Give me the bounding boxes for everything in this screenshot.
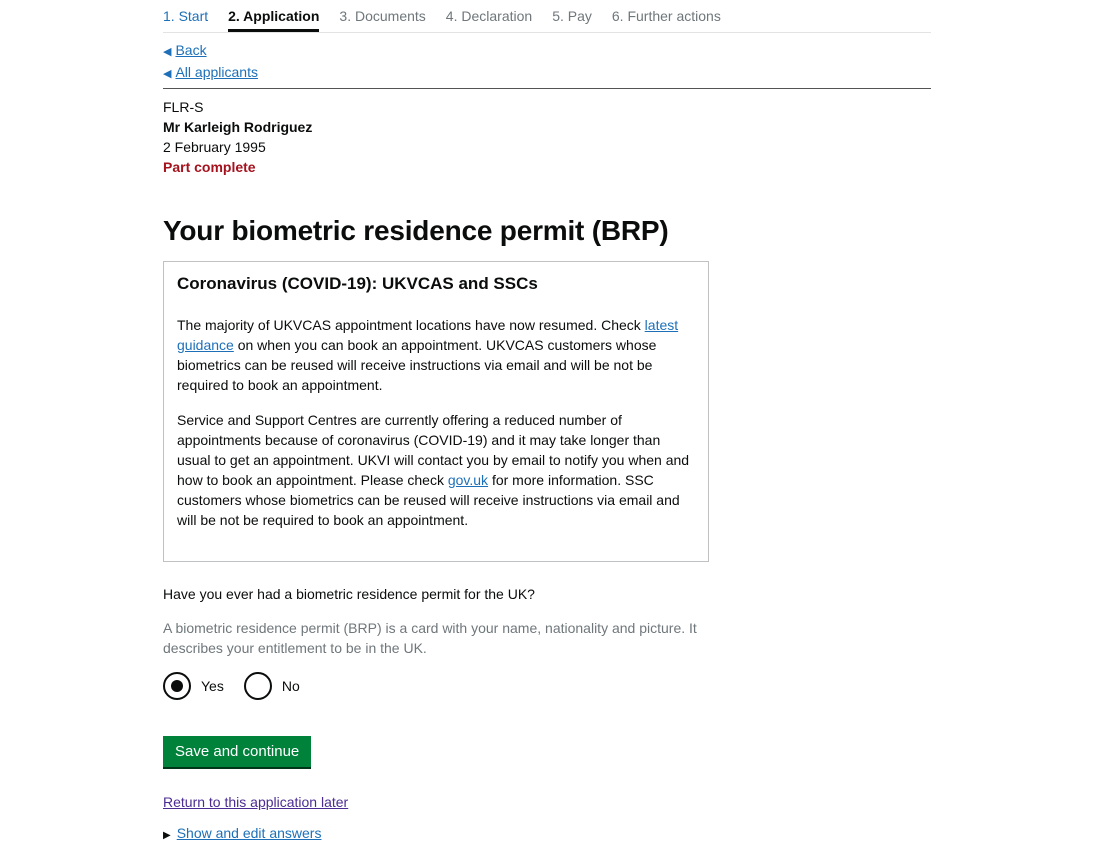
covid-notice bbox=[163, 261, 709, 562]
page-title: Your biometric residence permit (BRP) bbox=[163, 215, 669, 246]
radio-no-label[interactable]: No bbox=[281, 678, 300, 694]
radio-no-circle[interactable] bbox=[244, 672, 272, 700]
triangle-right-icon: ▶ bbox=[163, 830, 171, 841]
all-applicants-label: All applicants bbox=[175, 64, 258, 80]
step-start[interactable]: 1. Start bbox=[163, 8, 209, 24]
notice-paragraph-2 bbox=[177, 410, 695, 530]
show-edit-answers-toggle[interactable] bbox=[163, 825, 931, 841]
notice-paragraph-1 bbox=[177, 315, 695, 395]
back-link-label: Back bbox=[175, 42, 207, 58]
all-applicants-link[interactable] bbox=[163, 62, 931, 84]
step-application: 2. Application bbox=[228, 0, 319, 32]
gov-uk-link[interactable]: gov.uk bbox=[447, 472, 489, 488]
back-links bbox=[163, 40, 931, 84]
return-later-link[interactable]: Return to this application later bbox=[163, 794, 349, 810]
divider bbox=[163, 88, 931, 89]
radio-yes[interactable] bbox=[163, 672, 224, 700]
application-form-code: FLR-S bbox=[163, 99, 204, 115]
radio-yes-label[interactable]: Yes bbox=[201, 678, 224, 694]
radio-no[interactable] bbox=[244, 672, 300, 700]
radio-yes-circle[interactable] bbox=[163, 672, 191, 700]
applicant-dob: 2 February 1995 bbox=[163, 139, 266, 155]
save-and-continue-button[interactable]: Save and continue bbox=[163, 736, 311, 767]
latest-guidance-link[interactable]: latest guidance bbox=[177, 317, 679, 353]
step-declaration: 4. Declaration bbox=[445, 8, 533, 24]
step-pay: 5. Pay bbox=[552, 8, 592, 24]
status-badge: Part complete bbox=[163, 159, 256, 175]
applicant-summary bbox=[163, 97, 931, 177]
notice-text: for more information. SSC customers whose biometrics can be reused will receive instructions via email and will be not be required to book an appointment. bbox=[177, 472, 680, 528]
back-link[interactable] bbox=[163, 40, 931, 62]
notice-text: on when you can book an appointment. UKVCAS customers whose biometrics can be reused will receive instructions via email and will be not be required to book an appointment. bbox=[177, 337, 657, 393]
question-hint: A biometric residence permit (BRP) is a card with your name, nationality and picture. It describes your entitlement to be in the UK. bbox=[163, 620, 697, 656]
step-documents: 3. Documents bbox=[339, 8, 426, 24]
triangle-left-icon: ◀ bbox=[163, 68, 172, 80]
radio-group bbox=[163, 672, 931, 700]
applicant-name: Mr Karleigh Rodriguez bbox=[163, 119, 313, 135]
notice-text: Service and Support Centres are currently offering a reduced number of appointments because of coronavirus (COVID-19) and it may take longer than usual to get an appointment. UKVI will contact you by email to notify you when and how to book an appointment. Please check bbox=[177, 412, 690, 488]
step-navigation bbox=[163, 0, 931, 33]
page-container bbox=[163, 0, 931, 841]
notice-text: The majority of UKVCAS appointment locations have now resumed. Check bbox=[177, 317, 645, 333]
show-edit-answers-label[interactable]: Show and edit answers bbox=[176, 825, 322, 841]
triangle-left-icon: ◀ bbox=[163, 46, 172, 58]
notice-heading: Coronavirus (COVID-19): UKVCAS and SSCs bbox=[177, 274, 538, 293]
question-label: Have you ever had a biometric residence permit for the UK? bbox=[163, 586, 535, 602]
step-further-actions: 6. Further actions bbox=[611, 8, 721, 24]
